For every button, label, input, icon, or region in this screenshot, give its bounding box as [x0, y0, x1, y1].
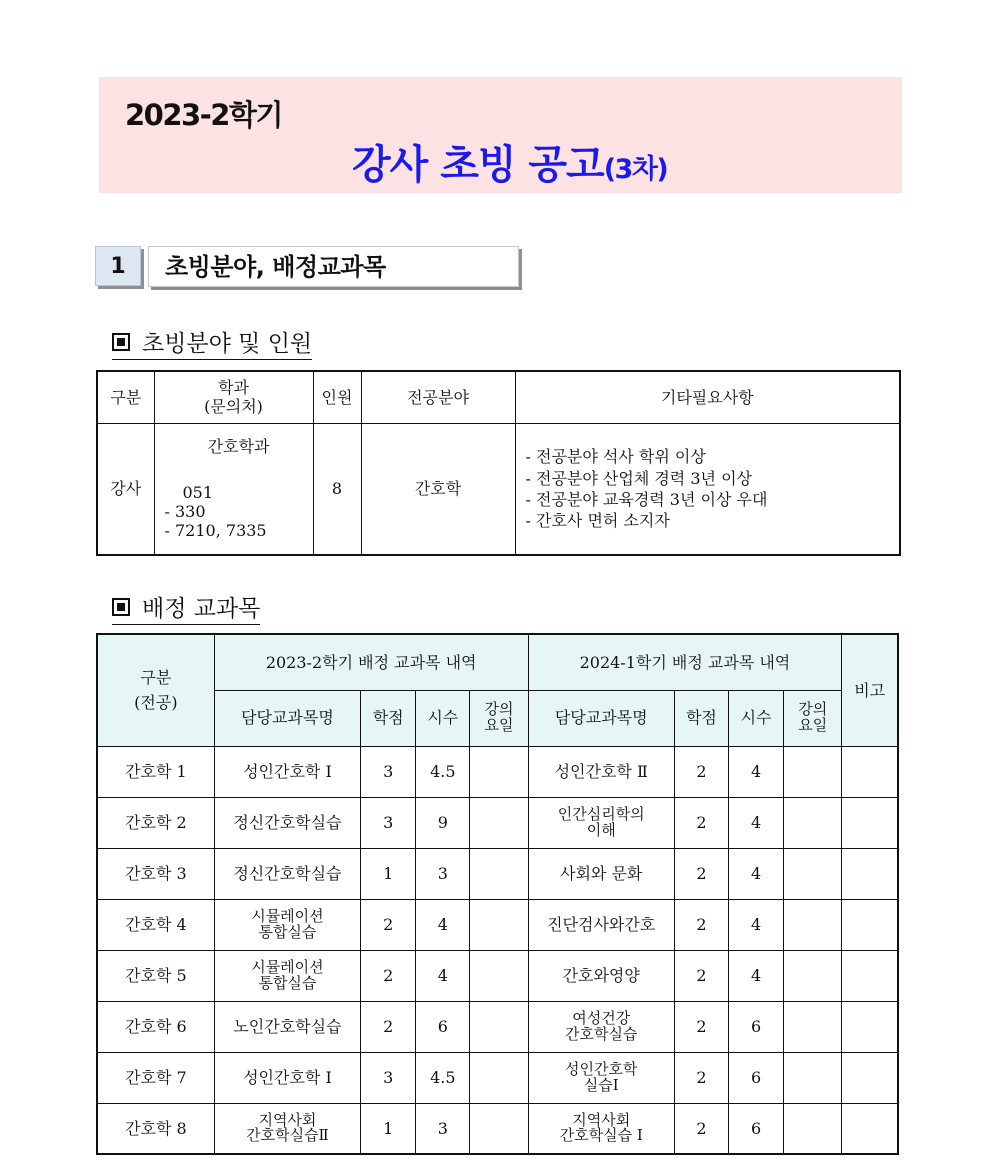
requirement-item: - 전공분야 교육경력 3년 이상 우대	[525, 489, 768, 509]
cell-course-2024-line: 이해	[586, 820, 616, 839]
cell-course-2024-line: 간호학실습 Ⅰ	[559, 1126, 643, 1145]
row-requirements	[515, 423, 900, 555]
cell-category: 간호학 2	[97, 797, 214, 848]
cell-category: 간호학 6	[97, 1001, 214, 1052]
cell-day-2023	[470, 899, 528, 950]
col-day-1: 강의	[484, 700, 514, 719]
col-field: 전공분야	[361, 371, 515, 423]
cell-hours-2024: 4	[729, 848, 784, 899]
cell-course-2023-line: 간호학실습Ⅱ	[246, 1126, 329, 1145]
cell-course-2023: 성인간호학 Ⅰ	[214, 1052, 360, 1103]
courses-table	[96, 633, 899, 1155]
row-dept-contact	[154, 423, 313, 555]
cell-course-2024: 진단검사와간호	[528, 899, 674, 950]
cell-day-2024	[784, 899, 842, 950]
cell-course-2024	[528, 797, 674, 848]
cell-course-2024	[528, 1103, 674, 1154]
square-bullet-icon	[112, 333, 130, 351]
requirement-item: - 간호사 면허 소지자	[525, 510, 670, 530]
cell-credit-2024: 2	[674, 1001, 728, 1052]
cell-course-2023: 노인간호학실습	[214, 1001, 360, 1052]
cell-day-2024	[784, 1103, 842, 1154]
table-row	[97, 797, 898, 848]
cell-course-2023-line: 통합실습	[258, 973, 317, 992]
cell-course-2024-line: 실습Ⅰ	[583, 1075, 619, 1094]
cell-course-2023: 정신간호학실습	[214, 797, 360, 848]
cell-course-2024	[528, 1052, 674, 1103]
section-number: 1	[95, 246, 141, 286]
requirement-item: - 전공분야 산업체 경력 3년 이상	[525, 468, 752, 488]
cell-course-2024-line: 간호학실습	[564, 1024, 638, 1043]
cell-day-2024	[784, 950, 842, 1001]
cell-hours-2024: 4	[729, 746, 784, 797]
cell-hours-2023: 4	[416, 950, 470, 1001]
cell-credit-2023: 1	[361, 848, 416, 899]
row-phone-3: - 7210, 7335	[164, 520, 267, 540]
col-credit: 학점	[674, 690, 728, 746]
col-dept	[154, 371, 313, 423]
col-hours: 시수	[729, 690, 784, 746]
table-row	[97, 1001, 898, 1052]
cell-course-2023-line: 통합실습	[258, 922, 317, 941]
cell-course-2023: 정신간호학실습	[214, 848, 360, 899]
cell-credit-2023: 3	[361, 797, 416, 848]
requirement-item: - 전공분야 석사 학위 이상	[525, 447, 706, 467]
cell-day-2023	[470, 950, 528, 1001]
cell-credit-2024: 2	[674, 797, 728, 848]
col-day	[784, 690, 842, 746]
cell-note	[842, 848, 898, 899]
cell-course-2024-line: 성인간호학	[564, 1059, 638, 1078]
cell-course-2023-line: 지역사회	[258, 1110, 317, 1129]
col-category	[97, 634, 214, 746]
cell-note	[842, 746, 898, 797]
col-day-2: 요일	[798, 716, 828, 734]
table-row	[97, 899, 898, 950]
cell-credit-2023: 2	[361, 1001, 416, 1052]
cell-hours-2024: 6	[729, 1001, 784, 1052]
table-subheader-row	[97, 690, 898, 746]
cell-course-2024: 성인간호학 Ⅱ	[528, 746, 674, 797]
cell-day-2023	[470, 1052, 528, 1103]
cell-course-2023	[214, 1103, 360, 1154]
courses-heading-text: 배정 교과목	[142, 596, 261, 622]
cell-hours-2023: 3	[416, 848, 470, 899]
semester-label: 2023-2학기	[125, 98, 282, 132]
cell-course-2024-line: 지역사회	[572, 1110, 631, 1129]
cell-course-2024-line: 여성건강	[572, 1008, 631, 1027]
table-row	[97, 1103, 898, 1154]
cell-day-2024	[784, 848, 842, 899]
cell-note	[842, 1001, 898, 1052]
section-title: 초빙분야, 배정교과목	[148, 246, 519, 287]
cell-day-2023	[470, 1103, 528, 1154]
cell-credit-2023: 3	[361, 746, 416, 797]
row-phone-1: 051	[182, 482, 214, 502]
col-category-label: 구분	[140, 668, 172, 688]
cell-day-2024	[784, 746, 842, 797]
cell-hours-2024: 6	[729, 1103, 784, 1154]
col-dept-label: 학과	[218, 378, 249, 398]
cell-note	[842, 899, 898, 950]
cell-course-2023-line: 시뮬레이션	[251, 906, 324, 925]
cell-course-2023: 성인간호학 Ⅰ	[214, 746, 360, 797]
col-sem1: 2023-2학기 배정 교과목 내역	[214, 634, 528, 690]
square-bullet-icon	[112, 598, 130, 616]
cell-day-2023	[470, 848, 528, 899]
col-requirements: 기타필요사항	[515, 371, 900, 423]
cell-hours-2023: 6	[416, 1001, 470, 1052]
cell-hours-2024: 4	[729, 899, 784, 950]
recruitment-heading-text: 초빙분야 및 인원	[142, 331, 313, 357]
cell-credit-2023: 1	[361, 1103, 416, 1154]
cell-category: 간호학 7	[97, 1052, 214, 1103]
cell-credit-2024: 2	[674, 899, 728, 950]
cell-note	[842, 797, 898, 848]
cell-day-2023	[470, 1001, 528, 1052]
col-course-name: 담당교과목명	[528, 690, 674, 746]
row-category: 강사	[97, 423, 154, 555]
col-day	[470, 690, 528, 746]
cell-day-2024	[784, 1001, 842, 1052]
cell-credit-2023: 2	[361, 899, 416, 950]
table-row	[97, 950, 898, 1001]
cell-note	[842, 950, 898, 1001]
cell-course-2024: 간호와영양	[528, 950, 674, 1001]
cell-credit-2024: 2	[674, 1052, 728, 1103]
recruitment-table	[96, 370, 901, 556]
cell-hours-2023: 9	[416, 797, 470, 848]
cell-course-2023-line: 시뮬레이션	[251, 957, 324, 976]
cell-course-2024	[528, 1001, 674, 1052]
row-phone-2: - 330	[164, 501, 206, 521]
cell-day-2023	[470, 746, 528, 797]
col-category-sub: (전공)	[134, 693, 178, 713]
cell-category: 간호학 3	[97, 848, 214, 899]
cell-credit-2024: 2	[674, 950, 728, 1001]
cell-credit-2023: 2	[361, 950, 416, 1001]
row-count: 8	[313, 423, 361, 555]
cell-hours-2023: 3	[416, 1103, 470, 1154]
title-banner	[99, 77, 902, 193]
cell-note	[842, 1103, 898, 1154]
page-title	[352, 133, 667, 190]
col-credit: 학점	[361, 690, 416, 746]
table-row	[97, 423, 900, 555]
col-dept-sub: (문의처)	[204, 397, 263, 417]
col-count: 인원	[313, 371, 361, 423]
cell-day-2024	[784, 1052, 842, 1103]
cell-note	[842, 1052, 898, 1103]
cell-hours-2024: 6	[729, 1052, 784, 1103]
cell-category: 간호학 4	[97, 899, 214, 950]
cell-course-2024: 사회와 문화	[528, 848, 674, 899]
cell-course-2023	[214, 899, 360, 950]
col-day-1: 강의	[798, 700, 828, 719]
table-header-row	[97, 371, 900, 423]
col-note: 비고	[842, 634, 898, 746]
cell-category: 간호학 1	[97, 746, 214, 797]
cell-course-2023	[214, 950, 360, 1001]
row-field: 간호학	[361, 423, 515, 555]
cell-credit-2024: 2	[674, 1103, 728, 1154]
col-category: 구분	[97, 371, 154, 423]
recruitment-heading	[112, 325, 312, 360]
table-row	[97, 746, 898, 797]
course-rows	[97, 746, 898, 1154]
col-sem2: 2024-1학기 배정 교과목 내역	[528, 634, 842, 690]
cell-day-2023	[470, 797, 528, 848]
cell-day-2024	[784, 797, 842, 848]
table-header-row	[97, 634, 898, 690]
cell-hours-2024: 4	[729, 950, 784, 1001]
cell-category: 간호학 8	[97, 1103, 214, 1154]
cell-hours-2023: 4	[416, 899, 470, 950]
col-day-2: 요일	[484, 716, 514, 734]
col-hours: 시수	[416, 690, 470, 746]
cell-credit-2023: 3	[361, 1052, 416, 1103]
cell-credit-2024: 2	[674, 848, 728, 899]
page-title-main: 강사 초빙 공고	[352, 142, 604, 188]
row-dept: 간호학과	[207, 437, 270, 457]
page-title-suffix: (3차)	[603, 154, 668, 185]
cell-hours-2023: 4.5	[416, 1052, 470, 1103]
table-row	[97, 1052, 898, 1103]
courses-heading	[112, 590, 260, 625]
cell-hours-2024: 4	[729, 797, 784, 848]
table-row	[97, 848, 898, 899]
cell-hours-2023: 4.5	[416, 746, 470, 797]
col-course-name: 담당교과목명	[214, 690, 360, 746]
cell-category: 간호학 5	[97, 950, 214, 1001]
cell-course-2024-line: 인간심리학의	[557, 804, 645, 823]
cell-credit-2024: 2	[674, 746, 728, 797]
